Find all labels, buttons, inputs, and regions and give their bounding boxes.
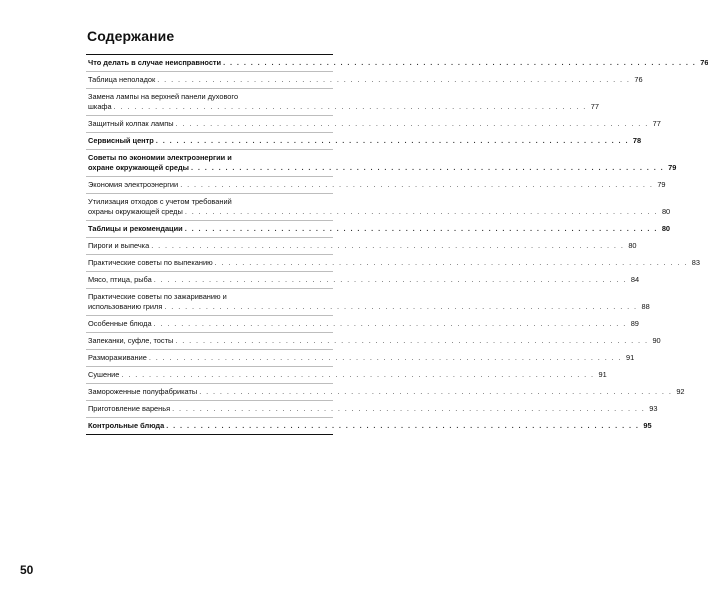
toc-entry-page: 77	[652, 119, 661, 128]
toc-dot-leader: . . . . . . . . . . . . . . . . . . . . . . . . . . . . . . . . . . . . . . . . . . . . . . . . . . . . . . . . . . . . . . . . . . . . .	[164, 302, 638, 311]
toc-entry	[86, 116, 661, 133]
toc-dot-leader: . . . . . . . . . . . . . . . . . . . . . . . . . . . . . . . . . . . . . . . . . . . . . . . . . . . . . . . . . . . . . . . . . . . . .	[157, 75, 631, 84]
toc-entry-page: 76	[634, 75, 643, 84]
toc-entry	[86, 55, 708, 72]
toc-entry-title: Экономия электроэнергии	[88, 180, 179, 189]
toc-entry-line	[88, 353, 635, 363]
toc-dot-leader: . . . . . . . . . . . . . . . . . . . . . . . . . . . . . . . . . . . . . . . . . . . . . . . . . . . . . . . . . . . . . . . . . . . . .	[199, 387, 673, 396]
toc-entry	[86, 221, 671, 238]
toc-entry-title: Советы по экономии электроэнергии и	[88, 153, 232, 162]
toc-entry-line	[88, 119, 661, 129]
toc-entry-line	[88, 92, 331, 102]
toc-entry-page: 84	[630, 275, 640, 284]
toc-entry-page: 80	[661, 224, 671, 233]
toc-dot-leader: . . . . . . . . . . . . . . . . . . . . . . . . . . . . . . . . . . . . . . . . . . . . . . . . . . . . . . . . . . . . . . . . . . . . .	[121, 370, 595, 379]
toc-entry-title: Сушение	[88, 370, 120, 379]
toc-entry	[86, 418, 652, 435]
toc-entry-line	[88, 421, 652, 431]
toc-entry-title: Утилизация отходов с учетом требований	[88, 197, 232, 206]
toc-entry-page: 93	[649, 404, 658, 413]
toc-entry-line	[88, 102, 599, 112]
toc-entry	[86, 255, 701, 272]
toc-entry	[86, 194, 671, 221]
toc-dot-leader: . . . . . . . . . . . . . . . . . . . . . . . . . . . . . . . . . . . . . . . . . . . . . . . . . . . . . . . . . . . . . . . . . . . . .	[214, 258, 688, 267]
toc-entry-title: Практические советы по зажариванию и	[88, 292, 227, 301]
toc-entry-line	[88, 370, 607, 380]
table-of-contents	[86, 54, 708, 435]
toc-entry-page: 89	[630, 319, 639, 328]
toc-entry	[86, 133, 642, 150]
toc-entry-page: 91	[625, 353, 635, 362]
toc-entry	[86, 238, 637, 255]
toc-entry-line	[88, 180, 666, 190]
toc-entry-title: Размораживание	[88, 353, 147, 362]
toc-entry-title: Приготовление варенья	[88, 404, 171, 413]
toc-entry-title: шкафа	[88, 102, 112, 111]
toc-entry	[86, 177, 666, 194]
toc-dot-leader: . . . . . . . . . . . . . . . . . . . . . . . . . . . . . . . . . . . . . . . . . . . . . . . . . . . . . . . . . . . . . . . . . . . . .	[184, 207, 658, 216]
toc-entry-line	[88, 207, 671, 217]
toc-entry-page: 77	[590, 102, 599, 111]
page-title: Содержание	[87, 28, 175, 44]
toc-dot-leader: . . . . . . . . . . . . . . . . . . . . . . . . . . . . . . . . . . . . . . . . . . . . . . . . . . . . . . . . . . . . . . . . . . . . .	[151, 241, 625, 250]
toc-entry-title: использованию гриля	[88, 302, 163, 311]
toc-dot-leader: . . . . . . . . . . . . . . . . . . . . . . . . . . . . . . . . . . . . . . . . . . . . . . . . . . . . . . . . . . . . . . . . . . . . .	[148, 353, 622, 362]
toc-entry-line	[88, 319, 639, 329]
toc-entry	[86, 150, 677, 177]
toc-entry	[86, 72, 643, 89]
toc-dot-leader: . . . . . . . . . . . . . . . . . . . . . . . . . . . . . . . . . . . . . . . . . . . . . . . . . . . . . . . . . . . . . . . . . . . . .	[113, 102, 587, 111]
toc-entry-line	[88, 336, 661, 346]
toc-entry	[86, 350, 635, 367]
toc-entry	[86, 367, 607, 384]
toc-dot-leader: . . . . . . . . . . . . . . . . . . . . . . . . . . . . . . . . . . . . . . . . . . . . . . . . . . . . . . . . . . . . . . . . . . . . .	[175, 119, 649, 128]
toc-entry-line	[88, 258, 701, 268]
toc-entry	[86, 401, 658, 418]
toc-dot-leader: . . . . . . . . . . . . . . . . . . . . . . . . . . . . . . . . . . . . . . . . . . . . . . . . . . . . . . . . . . . . . . . . . . . . .	[166, 421, 640, 430]
toc-dot-leader: . . . . . . . . . . . . . . . . . . . . . . . . . . . . . . . . . . . . . . . . . . . . . . . . . . . . . . . . . . . . . . . . . . . . .	[180, 180, 654, 189]
toc-entry-title: Таблица неполадок	[88, 75, 156, 84]
toc-dot-leader: . . . . . . . . . . . . . . . . . . . . . . . . . . . . . . . . . . . . . . . . . . . . . . . . . . . . . . . . . . . . . . . . . . . . .	[172, 404, 646, 413]
toc-entry-line	[88, 197, 331, 207]
toc-entry-title: охране окружающей среды	[88, 163, 189, 172]
toc-entry-page: 78	[632, 136, 642, 145]
toc-entry-page: 80	[661, 207, 671, 216]
toc-entry-page: 80	[628, 241, 637, 250]
toc-dot-leader: . . . . . . . . . . . . . . . . . . . . . . . . . . . . . . . . . . . . . . . . . . . . . . . . . . . . . . . . . . . . . . . . . . . . .	[223, 58, 697, 67]
toc-entry-page: 88	[641, 302, 650, 311]
toc-entry-line	[88, 153, 331, 163]
toc-entry-line	[88, 302, 650, 312]
toc-entry-page: 90	[652, 336, 661, 345]
toc-entry-title: Мясо, птица, рыба	[88, 275, 152, 284]
toc-entry-line	[88, 224, 671, 234]
toc-entry-title: Защитный колпак лампы	[88, 119, 174, 128]
toc-entry-title: Что делать в случае неисправности	[88, 58, 222, 67]
toc-entry-line	[88, 292, 331, 302]
toc-dot-leader: . . . . . . . . . . . . . . . . . . . . . . . . . . . . . . . . . . . . . . . . . . . . . . . . . . . . . . . . . . . . . . . . . . . . .	[155, 136, 629, 145]
toc-dot-leader: . . . . . . . . . . . . . . . . . . . . . . . . . . . . . . . . . . . . . . . . . . . . . . . . . . . . . . . . . . . . . . . . . . . . .	[153, 319, 627, 328]
toc-entry-title: охраны окружающей среды	[88, 207, 183, 216]
toc-entry-line	[88, 241, 637, 251]
toc-entry-page: 92	[676, 387, 685, 396]
toc-entry-line	[88, 75, 643, 85]
toc-entry-page: 79	[657, 180, 666, 189]
toc-entry-title: Замена лампы на верхней панели духового	[88, 92, 239, 101]
toc-entry	[86, 289, 650, 316]
toc-entry-title: Таблицы и рекомендации	[88, 224, 183, 233]
toc-entry-page: 91	[598, 370, 607, 379]
toc-entry-line	[88, 136, 642, 146]
toc-entry-line	[88, 404, 658, 414]
toc-entry-page: 79	[668, 163, 677, 172]
toc-entry-page: 95	[643, 421, 652, 430]
toc-entry-title: Особенные блюда	[88, 319, 152, 328]
toc-entry-title: Практические советы по выпеканию	[88, 258, 213, 267]
toc-entry-page: 83	[691, 258, 701, 267]
toc-entry-line	[88, 163, 677, 173]
toc-entry	[86, 89, 599, 116]
toc-entry	[86, 384, 685, 401]
toc-entry	[86, 316, 639, 333]
toc-entry-title: Пироги и выпечка	[88, 241, 150, 250]
toc-entry	[86, 272, 640, 289]
toc-entry-title: Контрольные блюда	[88, 421, 165, 430]
toc-dot-leader: . . . . . . . . . . . . . . . . . . . . . . . . . . . . . . . . . . . . . . . . . . . . . . . . . . . . . . . . . . . . . . . . . . . . .	[184, 224, 658, 233]
toc-entry-line	[88, 275, 640, 285]
toc-entry-title: Замороженные полуфабрикаты	[88, 387, 198, 396]
toc-entry	[86, 333, 661, 350]
page-number: 50	[20, 563, 34, 577]
toc-entry-line	[88, 58, 708, 68]
toc-dot-leader: . . . . . . . . . . . . . . . . . . . . . . . . . . . . . . . . . . . . . . . . . . . . . . . . . . . . . . . . . . . . . . . . . . . . .	[153, 275, 627, 284]
toc-entry-title: Запеканки, суфле, тосты	[88, 336, 174, 345]
toc-entry-page: 76	[700, 58, 708, 67]
toc-dot-leader: . . . . . . . . . . . . . . . . . . . . . . . . . . . . . . . . . . . . . . . . . . . . . . . . . . . . . . . . . . . . . . . . . . . . .	[190, 163, 665, 172]
toc-entry-line	[88, 387, 685, 397]
toc-entry-title: Сервисный центр	[88, 136, 154, 145]
toc-dot-leader: . . . . . . . . . . . . . . . . . . . . . . . . . . . . . . . . . . . . . . . . . . . . . . . . . . . . . . . . . . . . . . . . . . . . .	[175, 336, 649, 345]
